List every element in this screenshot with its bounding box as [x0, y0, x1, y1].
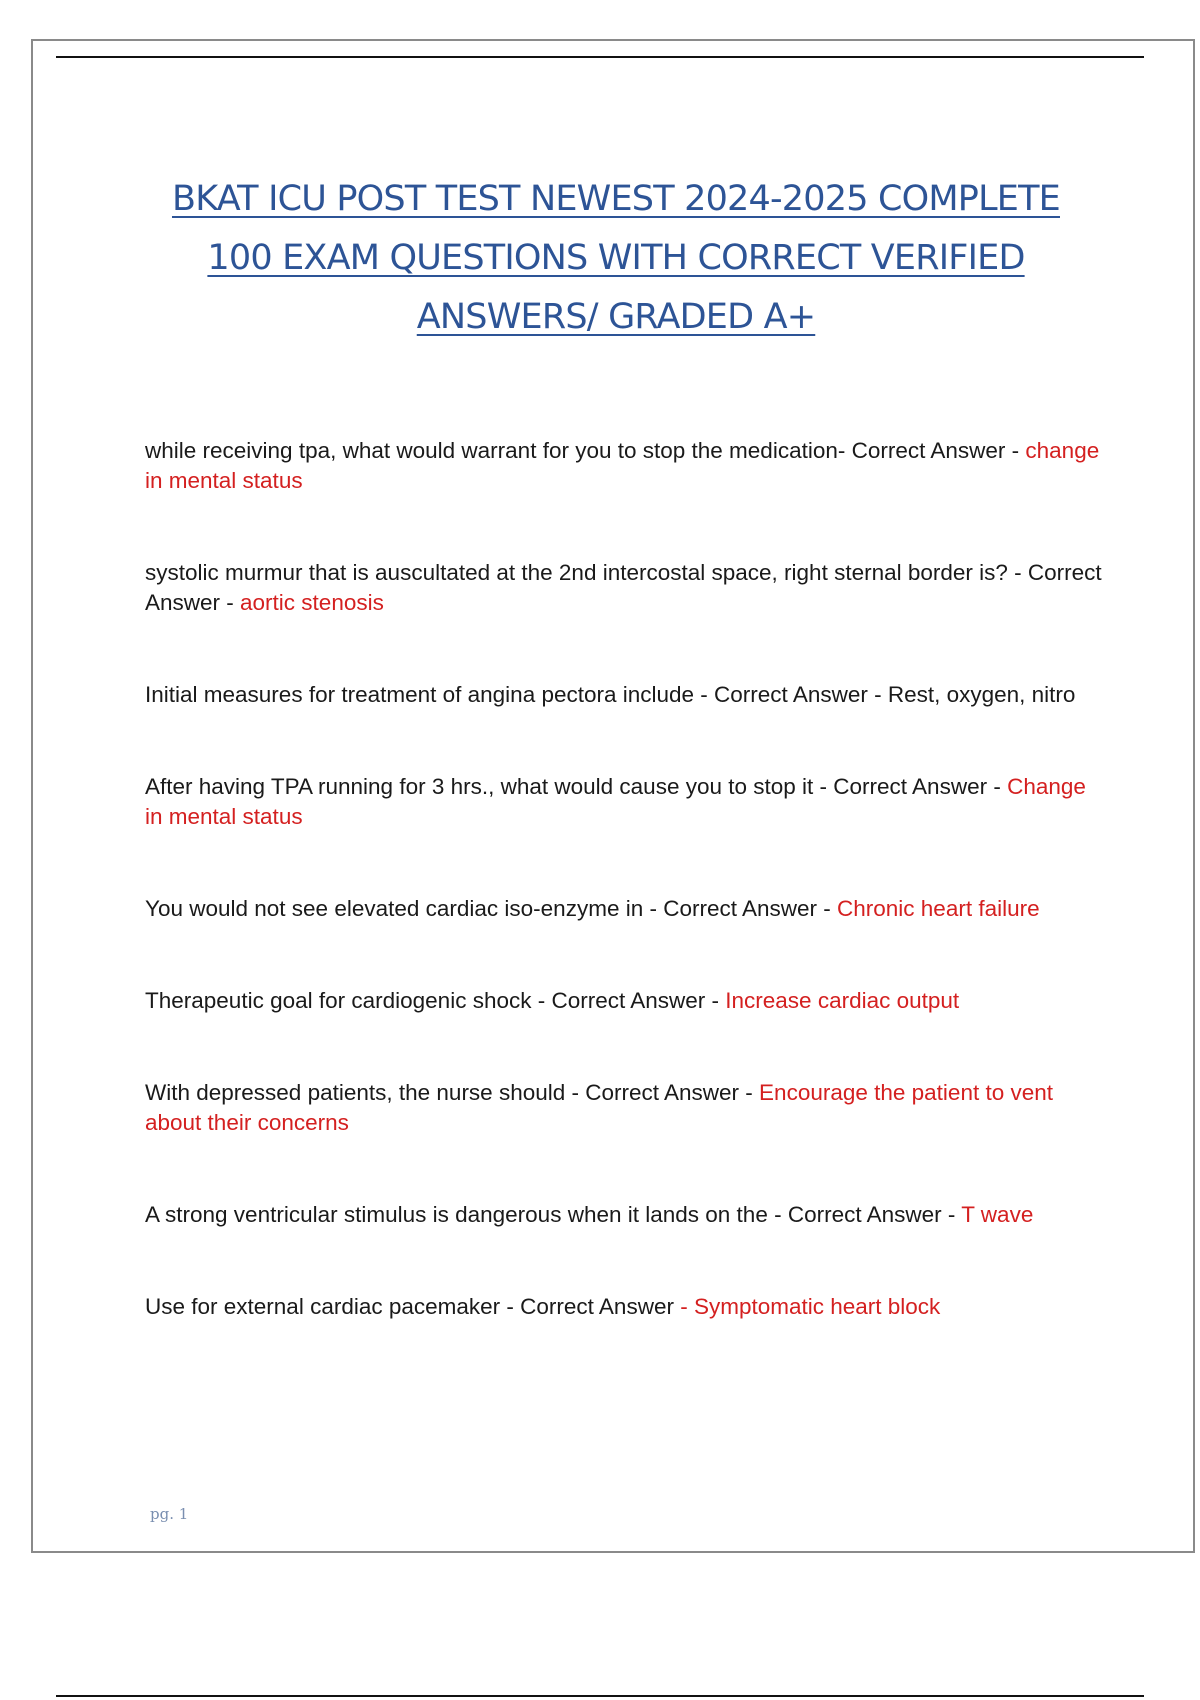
answer-text: - Symptomatic heart block	[680, 1294, 941, 1319]
question-text: A strong ventricular stimulus is dangerous when it lands on the - Correct Answer -	[145, 1202, 962, 1227]
qa-item	[145, 558, 1105, 618]
page-number: pg. 1	[150, 1505, 189, 1523]
answer-text: aortic stenosis	[240, 590, 384, 615]
answer-text: Chronic heart failure	[837, 896, 1040, 921]
question-text: Initial measures for treatment of angina pectora include - Correct Answer - Rest, oxygen, nitro	[145, 682, 1076, 707]
title-line-1: BKAT ICU POST TEST NEWEST 2024-2025 COMPLETE	[171, 179, 1060, 219]
question-text: systolic murmur that is auscultated at the 2nd intercostal space, right sternal border is? - Correct Answer -	[145, 560, 1102, 615]
qa-item	[145, 1200, 1105, 1230]
qa-item	[145, 436, 1105, 496]
title-line-3: ANSWERS/ GRADED A+	[416, 297, 816, 337]
answer-text: Encourage the patient to vent about their concerns	[145, 1080, 1054, 1135]
footer-rule	[56, 1695, 1144, 1697]
qa-list	[145, 436, 1105, 1384]
question-text: Therapeutic goal for cardiogenic shock - Correct Answer -	[145, 988, 726, 1013]
answer-text: T wave	[961, 1202, 1034, 1227]
answer-text: Increase cardiac output	[725, 988, 960, 1013]
qa-item	[145, 986, 1105, 1016]
question-text: With depressed patients, the nurse should - Correct Answer -	[145, 1080, 760, 1105]
document-title	[100, 170, 1132, 347]
question-text: After having TPA running for 3 hrs., what would cause you to stop it - Correct Answer -	[145, 774, 1008, 799]
qa-item	[145, 680, 1105, 710]
header-rule	[56, 56, 1144, 58]
qa-item	[145, 1292, 1105, 1322]
title-line-2: 100 EXAM QUESTIONS WITH CORRECT VERIFIED	[207, 238, 1025, 278]
qa-item	[145, 772, 1105, 832]
answer-text: change in mental status	[145, 438, 1100, 493]
question-text: Use for external cardiac pacemaker - Correct Answer	[145, 1294, 681, 1319]
answer-text: Change in mental status	[145, 774, 1086, 829]
question-text: while receiving tpa, what would warrant for you to stop the medication- Correct Answer -	[145, 438, 1026, 463]
qa-item	[145, 1078, 1105, 1138]
qa-item	[145, 894, 1105, 924]
question-text: You would not see elevated cardiac iso-enzyme in - Correct Answer -	[145, 896, 838, 921]
